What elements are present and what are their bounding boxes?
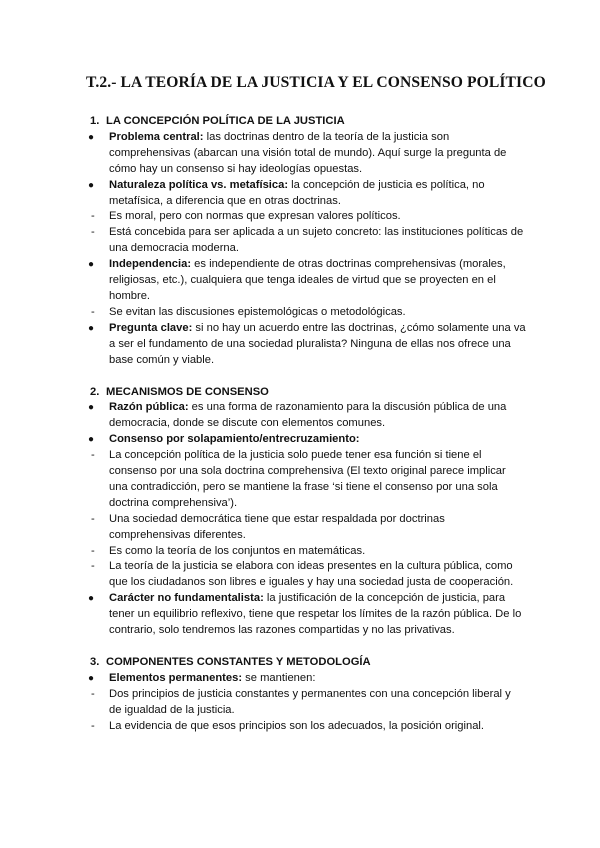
dash-marker: - (91, 226, 95, 239)
item-text: es una forma de razonamiento para la discusión pública de una democracia, donde se discute con elementos comunes. (109, 401, 507, 430)
bullet-marker: ● (88, 672, 95, 684)
bullet-item (86, 257, 526, 305)
bullet-item (86, 432, 526, 448)
dash-item (86, 448, 526, 512)
dash-marker: - (91, 512, 95, 525)
item-text: La evidencia de que esos principios son los adecuados, la posición original. (109, 719, 485, 732)
bullet-item (86, 400, 526, 432)
dash-marker: - (91, 449, 95, 462)
dash-item (86, 305, 526, 321)
item-label: Naturaleza política vs. metafísica: (109, 178, 289, 191)
item-label: Carácter no fundamentalista: (109, 592, 264, 605)
item-label: Problema central: (109, 130, 204, 143)
dash-marker: - (91, 560, 95, 573)
section-heading (86, 114, 526, 130)
dash-item (86, 225, 526, 257)
dash-item (86, 719, 526, 735)
item-label: Elementos permanentes: (109, 671, 243, 684)
bullet-item (86, 591, 526, 639)
bullet-marker: ● (88, 593, 95, 605)
bullet-marker: ● (88, 179, 95, 191)
dash-item (86, 687, 526, 719)
bullet-item (86, 671, 526, 687)
dash-marker: - (91, 305, 95, 318)
item-text: la justificación de la concepción de justicia, para tener un equilibrio reflexivo, tiene que respetar los límites de la razón pública. De lo contrario, solo tendremos las razones compartidas y no las privativas. (109, 592, 522, 637)
item-label: Consenso por solapamiento/entrecruzamiento: (109, 433, 360, 446)
dash-item (86, 559, 526, 591)
item-text: se mantienen: (242, 671, 316, 684)
item-text: La concepción política de la justicia solo puede tener esa función si tiene el consenso por una sola doctrina comprehensiva (El texto original parece implicar una contradicción, pero se mantiene la frase ‘si tiene el consenso por una sola doctrina comprehensiva’). (109, 449, 506, 509)
item-text: Se evitan las discusiones epistemológicas o metodológicas. (109, 305, 406, 318)
bullet-item (86, 321, 526, 369)
item-text: las doctrinas dentro de la teoría de la justicia son comprehensivas (abarcan una visión total de mundo). Aquí surge la pregunta de cómo hay un consenso si hay ideologías opuestas. (109, 130, 507, 175)
section-3 (86, 655, 526, 735)
bullet-item (86, 130, 526, 178)
item-label: Independencia: (109, 258, 192, 271)
item-text: la concepción de justicia es política, no metafísica, a diferencia que en otras doctrinas. (109, 178, 485, 207)
bullet-marker: ● (88, 402, 95, 414)
dash-marker: - (91, 544, 95, 557)
section-2 (86, 385, 526, 640)
item-text: es independiente de otras doctrinas comprehensivas (morales, religiosas, etc.), cualquiera que tenga ideales de virtud que se proyecten en el hombre. (109, 258, 506, 302)
bullet-item (86, 178, 526, 210)
dash-marker: - (91, 687, 95, 700)
section-number: 1. (90, 115, 100, 127)
dash-item (86, 209, 526, 225)
item-text: Es como la teoría de los conjuntos en matemáticas. (109, 544, 366, 557)
item-label: Pregunta clave: (109, 321, 193, 334)
bullet-marker: ● (88, 322, 95, 334)
section-number: 3. (90, 656, 100, 668)
bullet-marker: ● (88, 434, 95, 446)
item-text: si no hay un acuerdo entre las doctrinas, ¿cómo solamente una va a ser el fundamento de una sociedad pluralista? Ninguna de ellas nos ofrece una base común y viable. (109, 321, 526, 366)
bullet-marker: ● (88, 131, 95, 143)
section-number: 2. (90, 385, 100, 398)
section-1 (86, 114, 526, 369)
section-heading-text: LA CONCEPCIÓN POLÍTICA DE LA JUSTICIA (106, 115, 345, 127)
section-heading (86, 385, 526, 401)
dash-item (86, 544, 526, 560)
document-title: T.2.- LA TEORÍA DE LA JUSTICIA Y EL CONSENSO POLÍTICO (86, 74, 546, 91)
section-heading (86, 655, 526, 671)
document-body (86, 114, 526, 751)
section-heading-text: MECANISMOS DE CONSENSO (106, 385, 269, 398)
dash-marker: - (91, 719, 95, 732)
bullet-marker: ● (88, 259, 95, 271)
item-text: Está concebida para ser aplicada a un sujeto concreto: las instituciones políticas de una democracia moderna. (109, 226, 524, 255)
item-text: Es moral, pero con normas que expresan valores políticos. (109, 210, 401, 223)
section-heading-text: COMPONENTES CONSTANTES Y METODOLOGÍA (106, 656, 371, 668)
dash-marker: - (91, 210, 95, 223)
item-text: La teoría de la justicia se elabora con ideas presentes en la cultura pública, como que los ciudadanos son libres e iguales y hay una sociedad justa de cooperación. (109, 560, 514, 589)
item-text: Dos principios de justicia constantes y permanentes con una concepción liberal y de igualdad de la justicia. (109, 687, 511, 716)
item-label: Razón pública: (109, 401, 189, 414)
item-text: Una sociedad democrática tiene que estar respaldada por doctrinas comprehensivas diferentes. (109, 512, 445, 541)
dash-item (86, 512, 526, 544)
